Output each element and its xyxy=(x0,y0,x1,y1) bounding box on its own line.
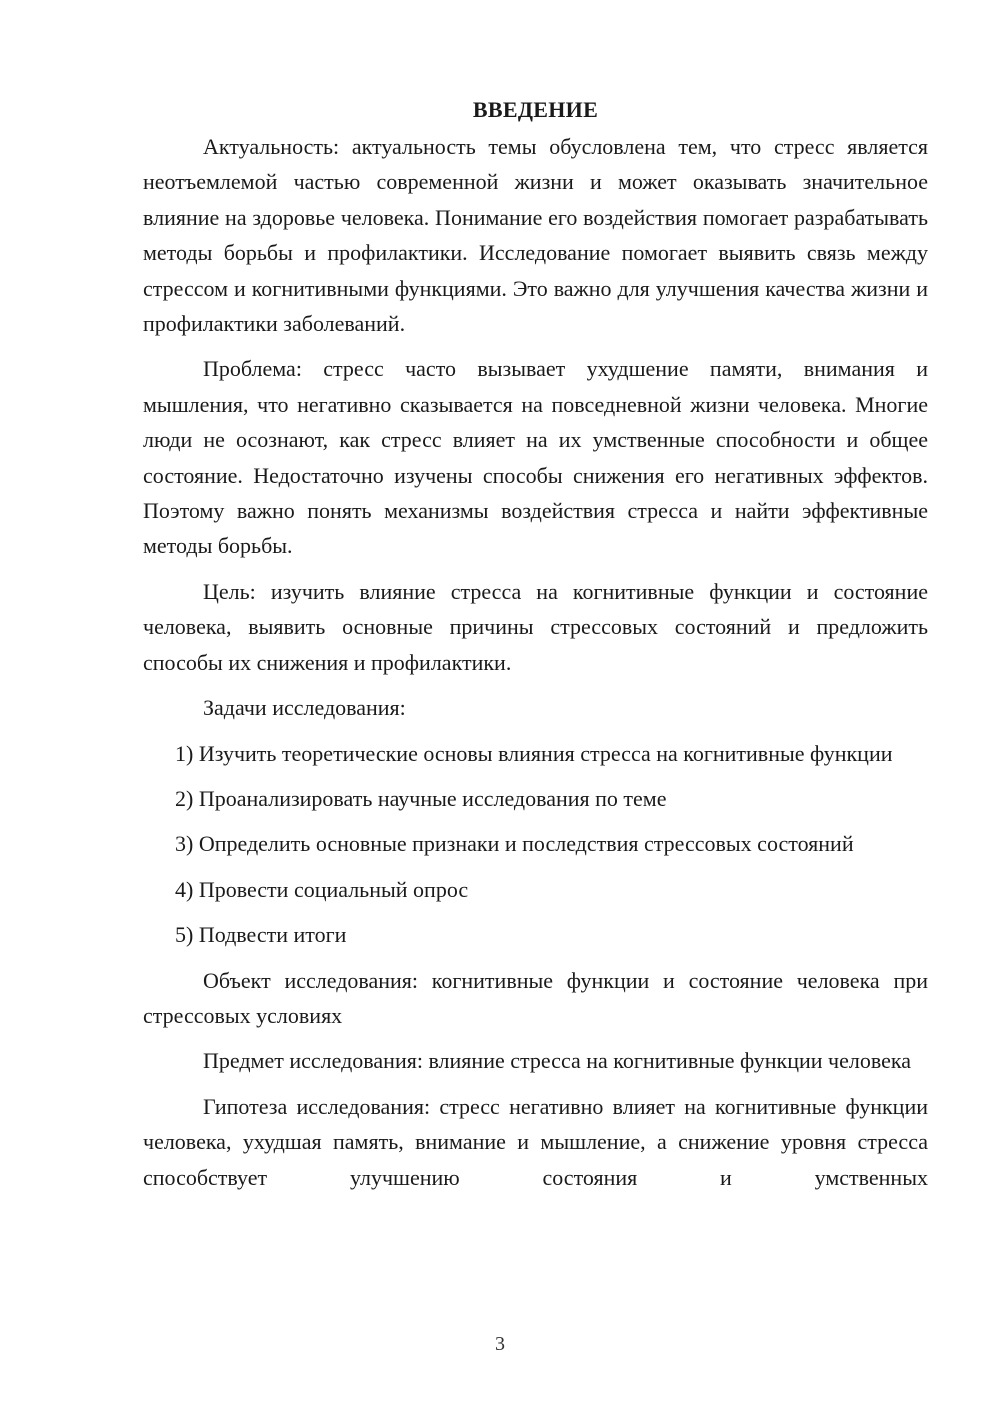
task-item-5: 5) Подвести итоги xyxy=(175,922,347,948)
page-number: 3 xyxy=(495,1333,505,1355)
document-page xyxy=(143,92,928,1205)
paragraph-goal: Цель: изучить влияние стресса на когнитивные функции и состояние человека, выявить основные причины стрессовых состояний и предложить способы их снижения и профилактики. xyxy=(143,578,928,675)
task-item-2: 2) Проанализировать научные исследования по теме xyxy=(175,785,667,811)
page-title: ВВЕДЕНИЕ xyxy=(472,97,599,122)
task-item-3: 3) Определить основные признаки и последствия стрессовых состояний xyxy=(175,831,854,857)
paragraph-relevance: Актуальность: актуальность темы обусловлена тем, что стресс является неотъемлемой частью современной жизни и может оказывать значительное влияние на здоровье человека. Понимание его воздействия помогает разрабатывать методы борьбы и профилактики. Исследование помогает выявить связь между стрессом и когнитивными функциями. Это важно для улучшения качества жизни и профилактики заболеваний. xyxy=(143,134,928,337)
paragraph-subject: Предмет исследования: влияние стресса на когнитивные функции человека xyxy=(203,1048,911,1074)
tasks-title: Задачи исследования: xyxy=(203,695,406,721)
task-item-4: 4) Провести социальный опрос xyxy=(175,876,469,902)
task-item-1: 1) Изучить теоретические основы влияния стресса на когнитивные функции xyxy=(175,740,893,766)
paragraph-hypothesis: Гипотеза исследования: стресс негативно влияет на когнитивные функции человека, ухудшая память, внимание и мышление, а снижение уровня стресса способствует улучшению состояния и умственных xyxy=(143,1093,928,1190)
paragraph-object: Объект исследования: когнитивные функции и состояние человека при стрессовых условиях xyxy=(143,967,928,1028)
paragraph-problem: Проблема: стресс часто вызывает ухудшение памяти, внимания и мышления, что негативно сказывается на повседневной жизни человека. Многие люди не осознают, как стресс влияет на их умственные способности и общее состояние. Недостаточно изучены способы снижения его негативных эффектов. Поэтому важно понять механизмы воздействия стресса и найти эффективные методы борьбы. xyxy=(143,356,928,559)
